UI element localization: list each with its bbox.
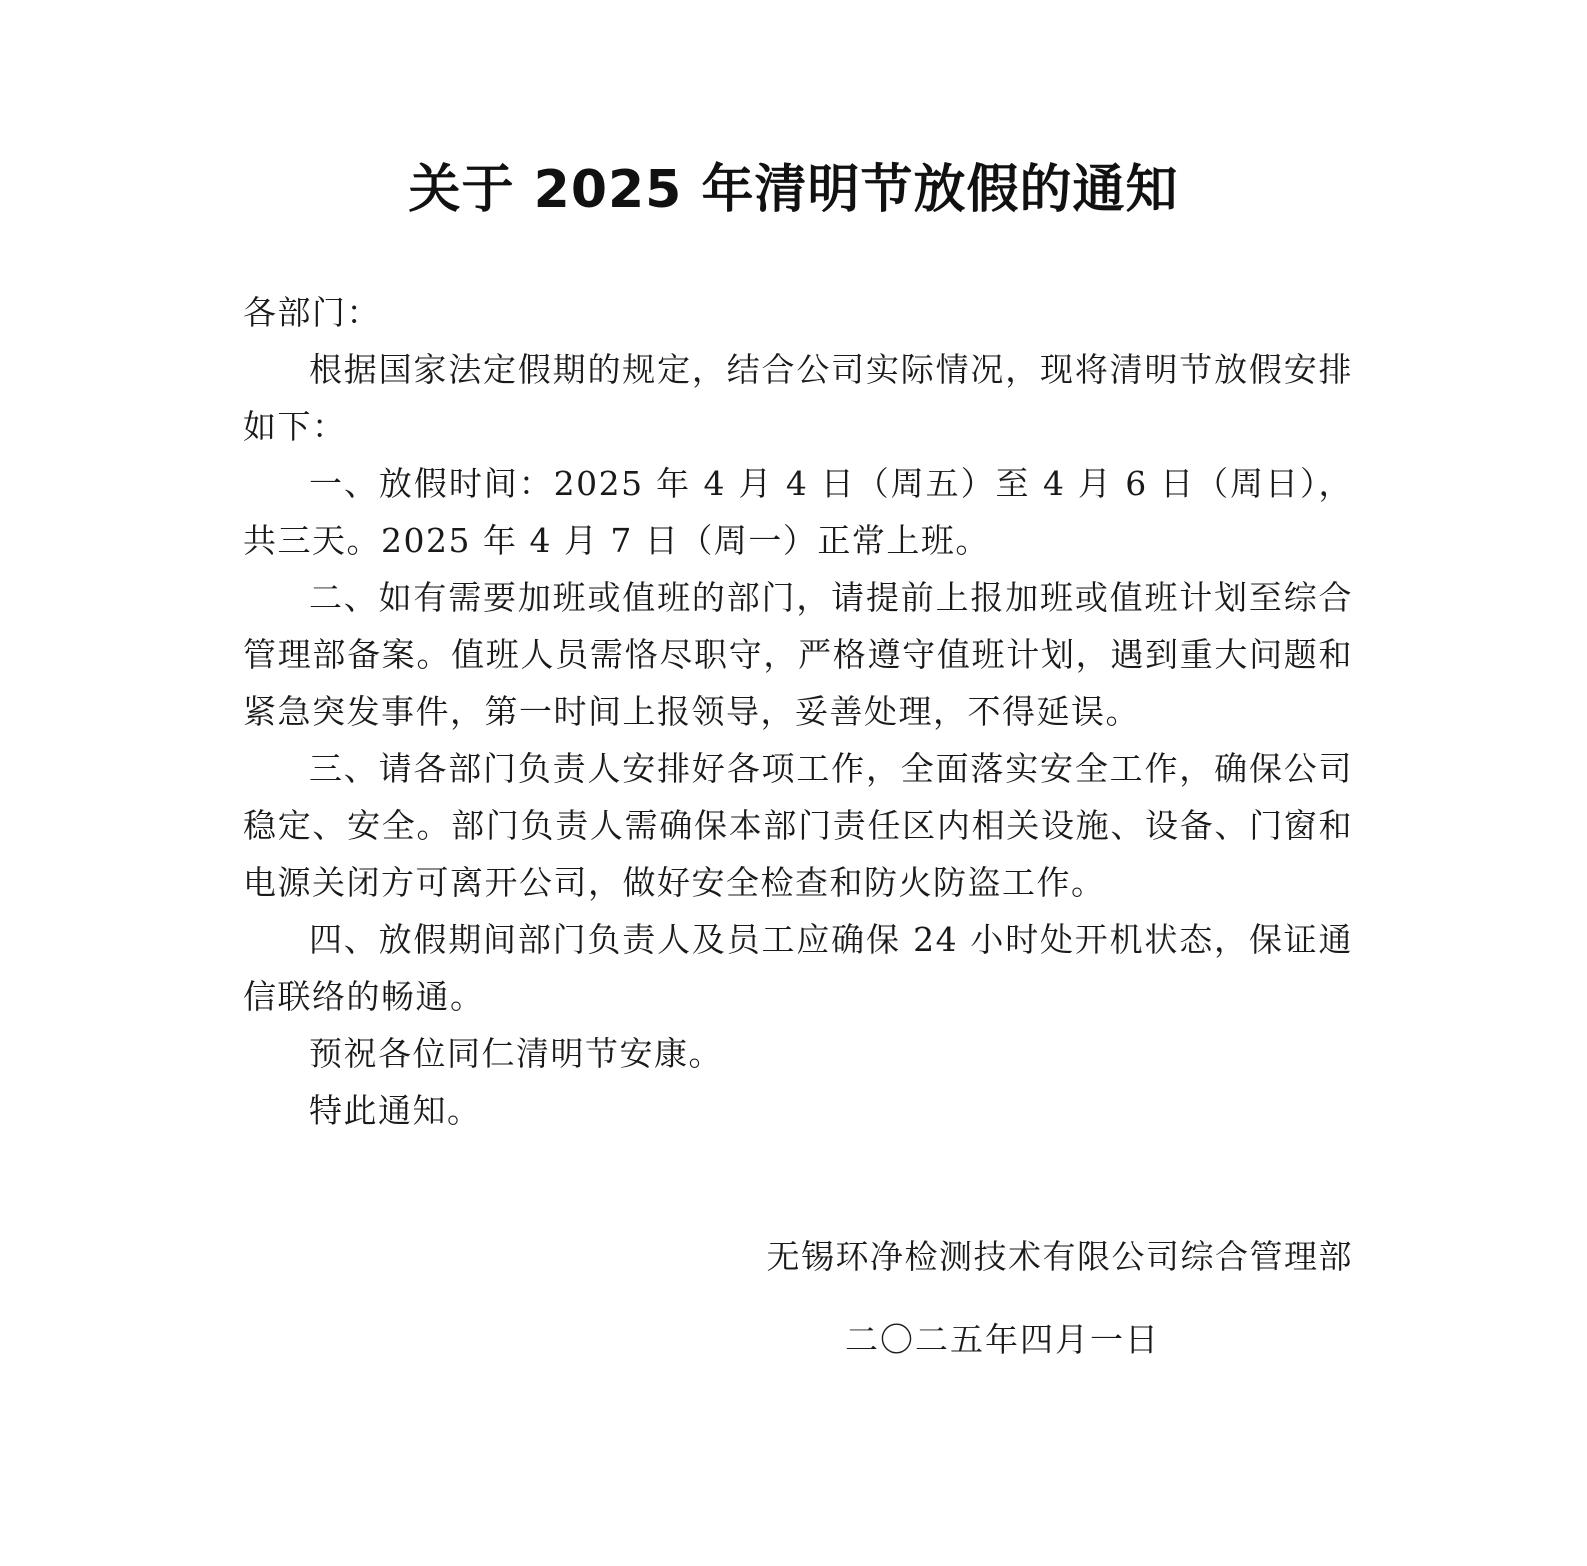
item-3-paragraph: 三、请各部门负责人安排好各项工作，全面落实安全工作，确保公司稳定、安全。部门负责人需确保本部门责任区内相关设施、设备、门窗和电源关闭方可离开公司，做好安全检查和防火防盗工作。 bbox=[243, 749, 1353, 902]
closing-paragraph: 特此通知。 bbox=[309, 1091, 482, 1130]
wish-paragraph: 预祝各位同仁清明节安康。 bbox=[309, 1034, 723, 1073]
date-line: 二〇二五年四月一日 bbox=[845, 1320, 1160, 1359]
notice-body bbox=[243, 284, 1353, 1139]
intro-paragraph: 根据国家法定假期的规定，结合公司实际情况，现将清明节放假安排如下： bbox=[243, 350, 1353, 446]
notice-title: 关于 2025 年清明节放假的通知 bbox=[408, 160, 1179, 220]
item-1-paragraph: 一、放假时间：2025 年 4 月 4 日（周五）至 4 月 6 日（周日），共三天。2025 年 4 月 7 日（周一）正常上班。 bbox=[243, 464, 1353, 560]
item-2-paragraph: 二、如有需要加班或值班的部门，请提前上报加班或值班计划至综合管理部备案。值班人员需恪尽职守，严格遵守值班计划，遇到重大问题和紧急突发事件，第一时间上报领导，妥善处理，不得延误。 bbox=[243, 578, 1353, 731]
item-4-paragraph: 四、放假期间部门负责人及员工应确保 24 小时处开机状态，保证通信联络的畅通。 bbox=[243, 920, 1353, 1016]
salutation: 各部门： bbox=[243, 293, 381, 332]
signature-line: 无锡环净检测技术有限公司综合管理部 bbox=[766, 1237, 1353, 1276]
